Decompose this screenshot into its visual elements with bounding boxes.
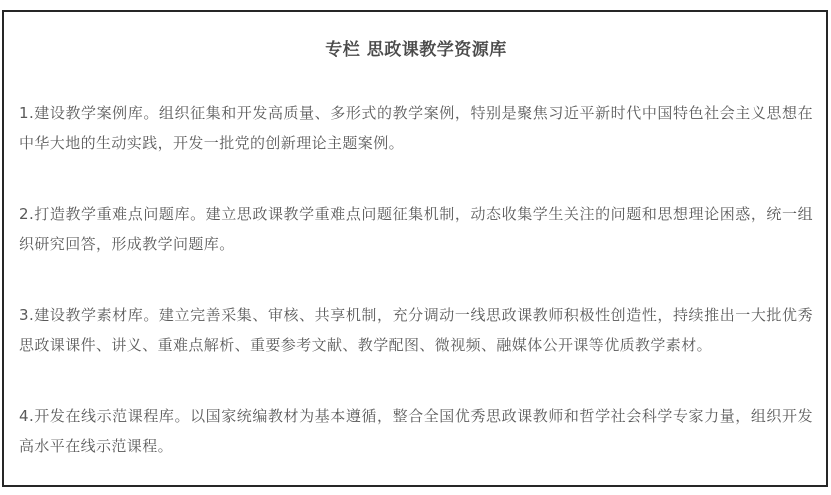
paragraph-question-library: 2.打造教学重难点问题库。建立思政课教学重难点问题征集机制，动态收集学生关注的问题和思想理论困惑，统一组织研究回答，形成教学问题库。	[19, 205, 813, 253]
paragraph-case-library: 1.建设教学案例库。组织征集和开发高质量、多形式的教学案例，特别是聚焦习近平新时代中国特色社会主义思想在中华大地的生动实践，开发一批党的创新理论主题案例。	[19, 104, 813, 152]
paragraph-online-course-library: 4.开发在线示范课程库。以国家统编教材为基本遵循，整合全国优秀思政课教师和哲学社会科学专家力量，组织开发高水平在线示范课程。	[19, 407, 813, 455]
paragraph-material-library: 3.建设教学素材库。建立完善采集、审核、共享机制，充分调动一线思政课教师积极性创造性，持续推出一大批优秀思政课课件、讲义、重难点解析、重要参考文献、教学配图、微视频、融媒体公开课等优质教学素材。	[19, 306, 813, 354]
special-column-panel	[2, 10, 828, 487]
panel-title: 专栏 思政课教学资源库	[325, 40, 507, 60]
